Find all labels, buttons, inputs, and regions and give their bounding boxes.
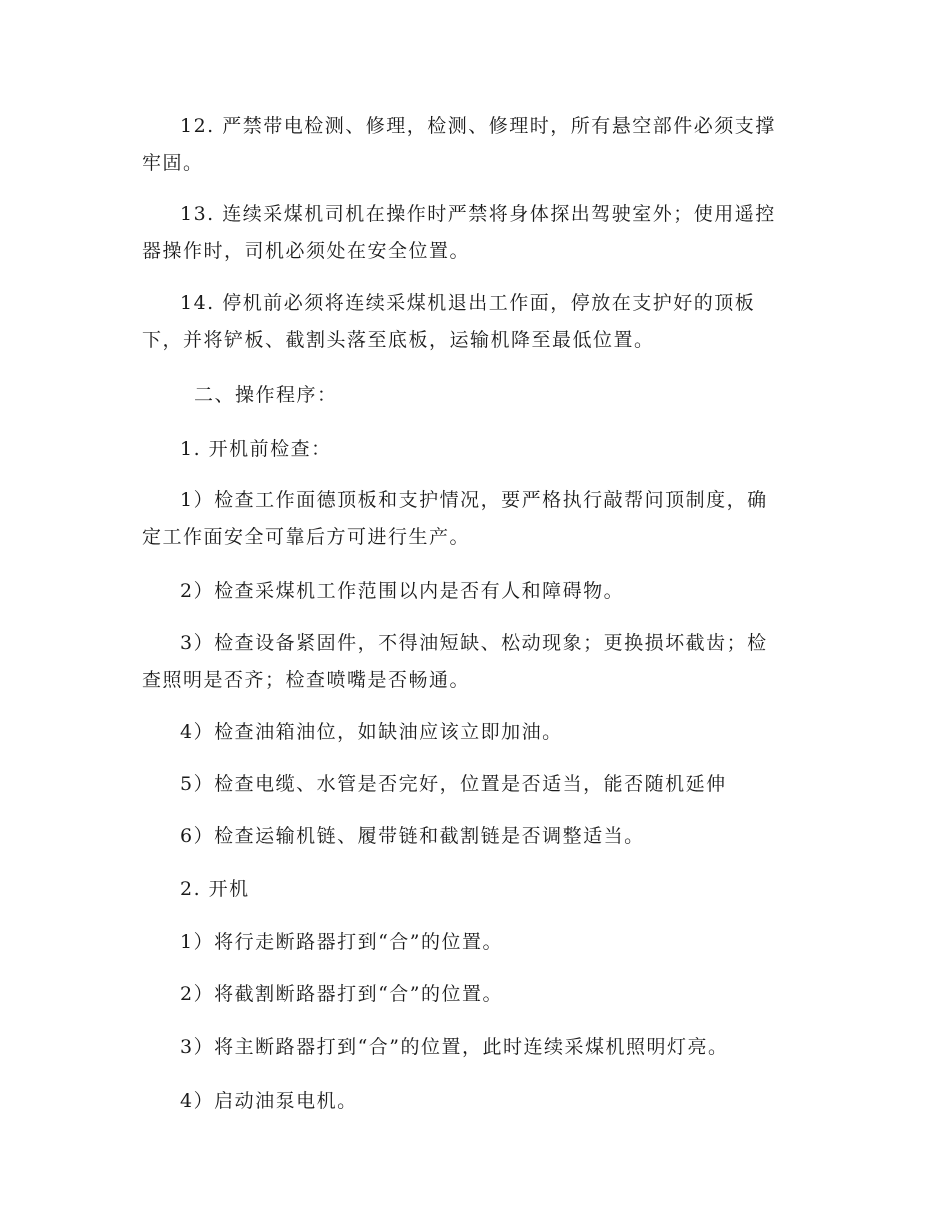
- start-step-2: [142, 976, 812, 1013]
- text-line: 定工作面安全可靠后方可进行生产。: [142, 526, 471, 548]
- text-line: 1. 开机前检查：: [180, 438, 332, 460]
- text-line: 5）检查电缆、水管是否完好，位置是否适当，能否随机延伸: [180, 773, 727, 795]
- text-line: 3）将主断路器打到“合”的位置，此时连续采煤机照明灯亮。: [180, 1036, 729, 1058]
- text-line: 14. 停机前必须将连续采煤机退出工作面，停放在支护好的顶板: [180, 292, 756, 314]
- text-line: 3）检查设备紧固件，不得油短缺、松动现象；更换损坏截齿；检: [180, 632, 768, 654]
- start-step-4: [142, 1083, 812, 1120]
- check-item-4: [142, 714, 812, 751]
- paragraph-item-12: [142, 108, 812, 182]
- subsection-heading-start: [142, 871, 812, 908]
- text-line: 查照明是否齐；检查喷嘴是否畅通。: [142, 669, 471, 691]
- text-line: 牢固。: [142, 152, 204, 174]
- text-line: 2）检查采煤机工作范围以内是否有人和障碍物。: [180, 580, 625, 602]
- text-line: 1）将行走断路器打到“合”的位置。: [180, 931, 504, 953]
- text-line: 下，并将铲板、截割头落至底板，运输机降至最低位置。: [142, 329, 655, 351]
- paragraph-item-13: [142, 196, 812, 270]
- subsection-heading-pre-start-check: [142, 431, 812, 468]
- text-line: 1）检查工作面德顶板和支护情况，要严格执行敲帮问顶制度，确: [180, 489, 768, 511]
- text-line: 2. 开机: [180, 878, 250, 900]
- text-line: 二、操作程序：: [194, 384, 338, 406]
- start-step-3: [142, 1029, 812, 1066]
- start-step-1: [142, 924, 812, 961]
- check-item-2: [142, 573, 812, 610]
- text-line: 6）检查运输机链、履带链和截割链是否调整适当。: [180, 825, 645, 847]
- text-line: 13. 连续采煤机司机在操作时严禁将身体探出驾驶室外；使用遥控: [180, 203, 776, 225]
- text-line: 4）启动油泵电机。: [180, 1090, 358, 1112]
- section-heading-operation-procedure: [142, 377, 812, 414]
- paragraph-item-14: [142, 285, 812, 359]
- check-item-1: [142, 482, 812, 556]
- text-line: 器操作时，司机必须处在安全位置。: [142, 240, 471, 262]
- check-item-5: [142, 766, 812, 803]
- check-item-6: [142, 818, 812, 855]
- check-item-3: [142, 625, 812, 699]
- text-line: 2）将截割断路器打到“合”的位置。: [180, 983, 504, 1005]
- text-line: 12. 严禁带电检测、修理，检测、修理时，所有悬空部件必须支撑: [180, 115, 776, 137]
- text-line: 4）检查油箱油位，如缺油应该立即加油。: [180, 721, 563, 743]
